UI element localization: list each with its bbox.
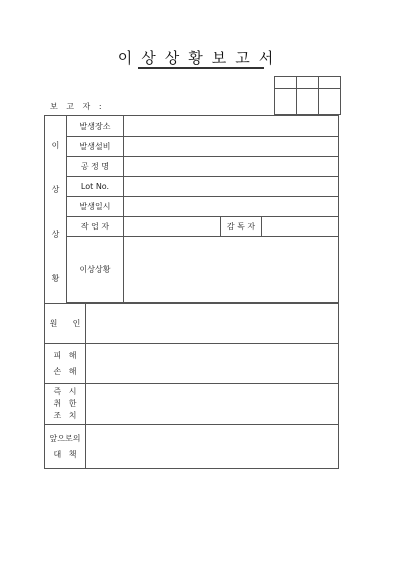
process-label: 공 정 명: [67, 157, 124, 177]
approval-sign-cell[interactable]: [275, 89, 297, 115]
detail-label: 이상상황: [67, 237, 124, 303]
cause-label-a: 원: [49, 318, 58, 328]
approval-box: [274, 76, 341, 115]
lot-field[interactable]: [124, 177, 339, 197]
approval-sign-cell[interactable]: [319, 89, 341, 115]
approval-header-cell[interactable]: [297, 77, 319, 89]
damage-label: [45, 344, 86, 384]
immediate-action-label-line: 즉 시: [53, 387, 77, 396]
datetime-label: 발생일시: [67, 197, 124, 217]
future-measures-label: [45, 425, 86, 469]
location-label: 발생장소: [67, 116, 124, 137]
document-title: 이상상황보고서: [117, 49, 283, 67]
situation-label-char: 상: [51, 230, 60, 239]
datetime-field[interactable]: [124, 197, 339, 217]
approval-sign-cell[interactable]: [297, 89, 319, 115]
future-measures-label-line: 대 책: [53, 449, 77, 459]
immediate-action-field[interactable]: [86, 384, 339, 425]
approval-header-cell[interactable]: [275, 77, 297, 89]
approval-header-cell[interactable]: [319, 77, 341, 89]
location-field[interactable]: [124, 116, 339, 137]
immediate-action-label: [45, 384, 86, 425]
worker-label: 작 업 자: [67, 217, 124, 237]
damage-label-line: 피 해: [53, 350, 77, 360]
damage-label-line: 손 해: [53, 366, 77, 376]
worker-field[interactable]: [124, 217, 221, 237]
report-table: [44, 115, 339, 469]
immediate-action-label-line: 취 한: [53, 399, 77, 408]
situation-label-char: 황: [51, 274, 60, 283]
future-measures-field[interactable]: [86, 425, 339, 469]
supervisor-label: 감 독 자: [221, 217, 262, 237]
future-measures-label-line: 앞으로의: [49, 433, 81, 443]
situation-section-label: [45, 116, 67, 304]
title-underline: [138, 67, 264, 69]
cause-label-b: 인: [72, 318, 81, 328]
equipment-label: 발생설비: [67, 137, 124, 157]
lot-label: Lot No.: [67, 177, 124, 197]
cause-label: [45, 304, 86, 344]
process-field[interactable]: [124, 157, 339, 177]
immediate-action-label-line: 조 치: [53, 411, 77, 420]
supervisor-field[interactable]: [262, 217, 339, 237]
damage-field[interactable]: [86, 344, 339, 384]
cause-field[interactable]: [86, 304, 339, 344]
detail-field[interactable]: [124, 237, 339, 303]
situation-label-char: 상: [51, 185, 60, 194]
equipment-field[interactable]: [124, 137, 339, 157]
situation-label-char: 이: [51, 141, 60, 150]
reporter-label: 보 고 자 :: [50, 102, 105, 111]
